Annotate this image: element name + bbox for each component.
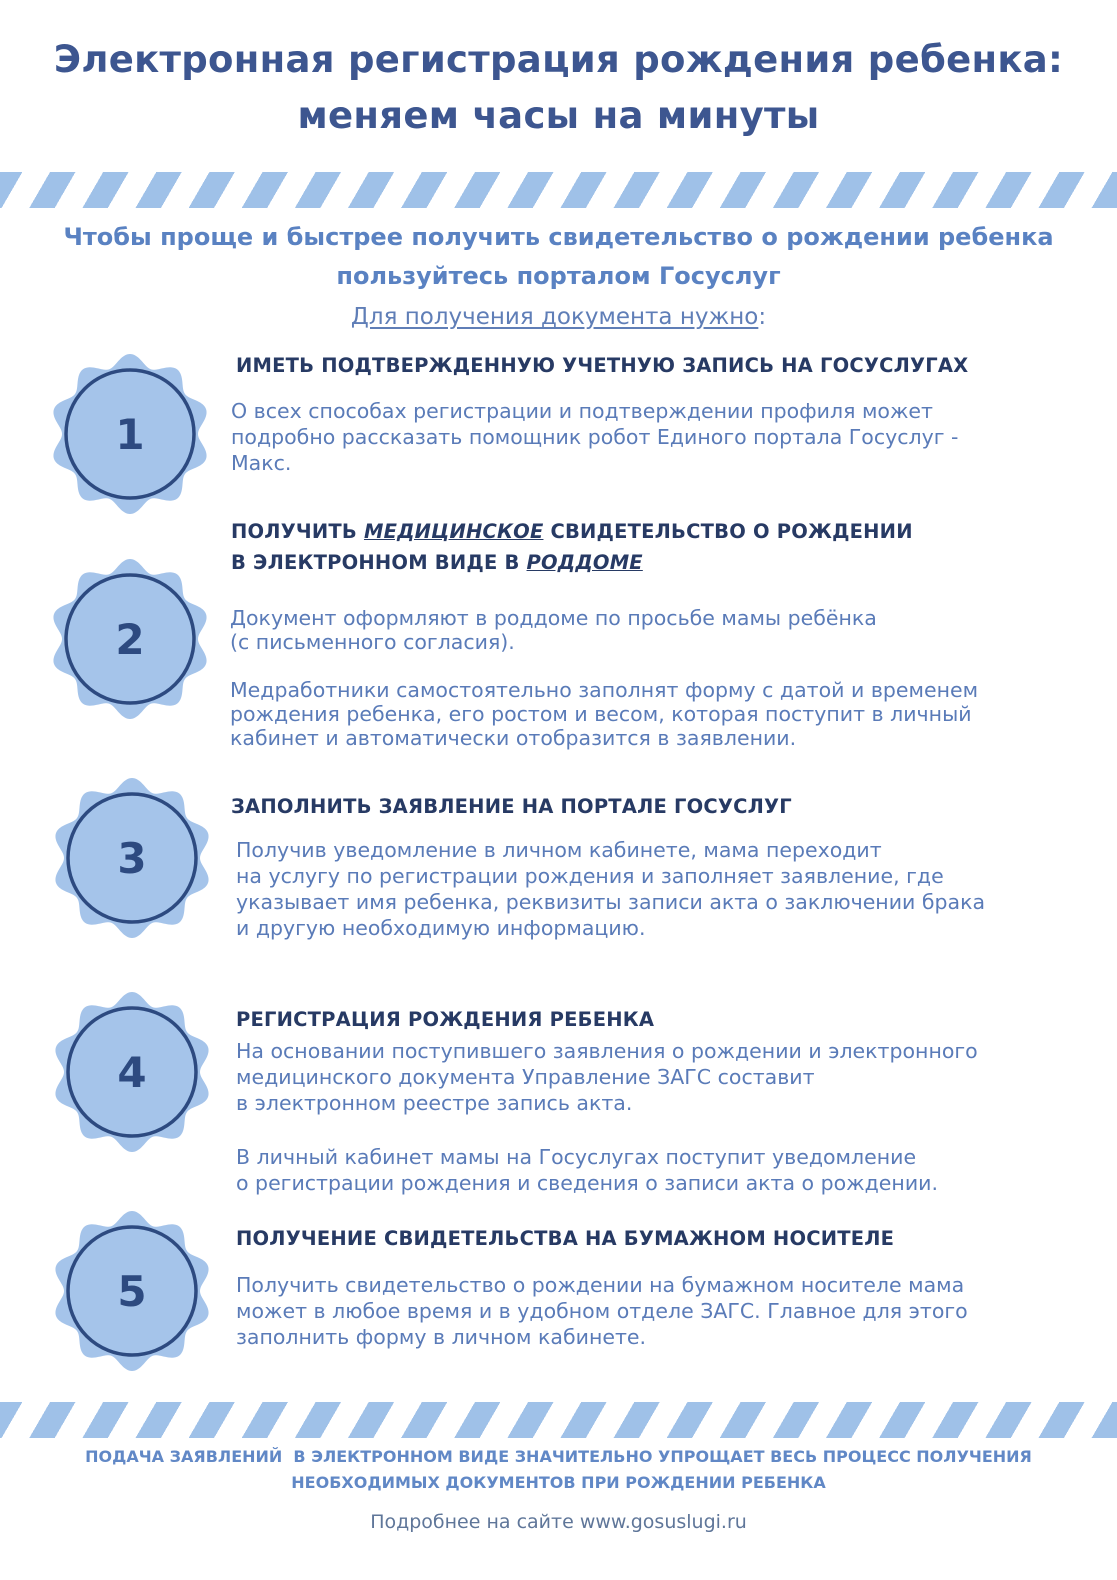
step-2-heading-part-1: ПОЛУЧИТЬ xyxy=(231,520,364,543)
subtitle-line-1: Чтобы проще и быстрее получить свидетельство о рождении ребенка xyxy=(63,223,1054,251)
step-badge-4 xyxy=(46,986,218,1158)
step-2-text-1: Документ оформляют в роддоме по просьбе мамы ребёнка (с письменного согласия). xyxy=(230,606,877,654)
step-3-text: Получив уведомление в личном кабинете, мама переходит на услугу по регистрации рождения и заполняет заявление, где указывает имя ребенка, реквизиты записи акта о заключении брака и другую необходимую информацию. xyxy=(236,838,986,940)
step-number-5: 5 xyxy=(117,1266,147,1316)
step-1-text: О всех способах регистрации и подтверждении профиля может подробно рассказать помощник робот Единого портала Госуслуг - Макс. xyxy=(231,399,959,475)
footer-statement xyxy=(0,1444,1117,1496)
step-2-heading-part-3: СВИДЕТЕЛЬСТВО О РОЖДЕНИИ xyxy=(543,520,913,543)
step-2-heading-maternity: РОДДОМЕ xyxy=(526,551,643,574)
step-4-text-2: В личный кабинет мамы на Госуслугах поступит уведомление о регистрации рождения и сведения о записи акта о рождении. xyxy=(236,1145,938,1195)
step-2-heading-medical: МЕДИЦИНСКОЕ xyxy=(363,520,544,543)
step-2-heading-part-4: В ЭЛЕКТРОННОМ ВИДЕ В xyxy=(231,551,527,574)
step-badge-3 xyxy=(46,772,218,944)
step-number-4: 4 xyxy=(117,1047,147,1097)
title-line-1: Электронная регистрация рождения ребенка: xyxy=(53,38,1064,81)
step-5-heading: ПОЛУЧЕНИЕ СВИДЕТЕЛЬСТВА НА БУМАЖНОМ НОСИТЕЛЕ xyxy=(236,1227,895,1250)
website-link[interactable]: Подробнее на сайте www.gosuslugi.ru xyxy=(370,1511,747,1533)
subtitle xyxy=(0,218,1117,296)
step-number-3: 3 xyxy=(117,833,147,883)
step-number-2: 2 xyxy=(115,614,145,664)
step-3-heading: ЗАПОЛНИТЬ ЗАЯВЛЕНИЕ НА ПОРТАЛЕ ГОСУСЛУГ xyxy=(231,795,792,818)
step-badge-2 xyxy=(44,553,216,725)
title-line-2: меняем часы на минуты xyxy=(297,94,820,137)
requirements-intro xyxy=(0,304,1117,330)
bottom-stripe-divider xyxy=(0,1402,1117,1438)
footer-line-2: НЕОБХОДИМЫХ ДОКУМЕНТОВ ПРИ РОЖДЕНИИ РЕБЕНКА xyxy=(291,1473,826,1492)
requirements-intro-label: Для получения документа нужно xyxy=(350,304,759,330)
requirements-intro-colon: : xyxy=(758,304,767,330)
step-5-text: Получить свидетельство о рождении на бумажном носителе мама может в любое время и в удобном отделе ЗАГС. Главное для этого заполнить форму в личном кабинете. xyxy=(236,1273,968,1349)
step-number-1: 1 xyxy=(115,409,145,459)
subtitle-line-2: пользуйтесь порталом Госуслуг xyxy=(336,262,781,290)
step-badge-5 xyxy=(46,1205,218,1377)
step-2-heading xyxy=(231,516,913,578)
footer-line-1: ПОДАЧА ЗАЯВЛЕНИЙ В ЭЛЕКТРОННОМ ВИДЕ ЗНАЧИТЕЛЬНО УПРОЩАЕТ ВЕСЬ ПРОЦЕСС ПОЛУЧЕНИЯ xyxy=(85,1447,1032,1466)
top-stripe-divider xyxy=(0,172,1117,208)
step-4-heading: РЕГИСТРАЦИЯ РОЖДЕНИЯ РЕБЕНКА xyxy=(236,1008,655,1031)
step-badge-1 xyxy=(44,348,216,520)
step-1-heading: ИМЕТЬ ПОДТВЕРЖДЕННУЮ УЧЕТНУЮ ЗАПИСЬ НА ГОСУСЛУГАХ xyxy=(236,354,969,377)
step-4-text-1: На основании поступившего заявления о рождении и электронного медицинского документа Управление ЗАГС составит в электронном реестре запись акта. xyxy=(236,1039,978,1115)
page-title xyxy=(0,32,1117,144)
step-2-text-2: Медработники самостоятельно заполнят форму с датой и временем рождения ребенка, его ростом и весом, которая поступит в личный кабинет и автоматически отобразится в заявлении. xyxy=(230,678,979,750)
